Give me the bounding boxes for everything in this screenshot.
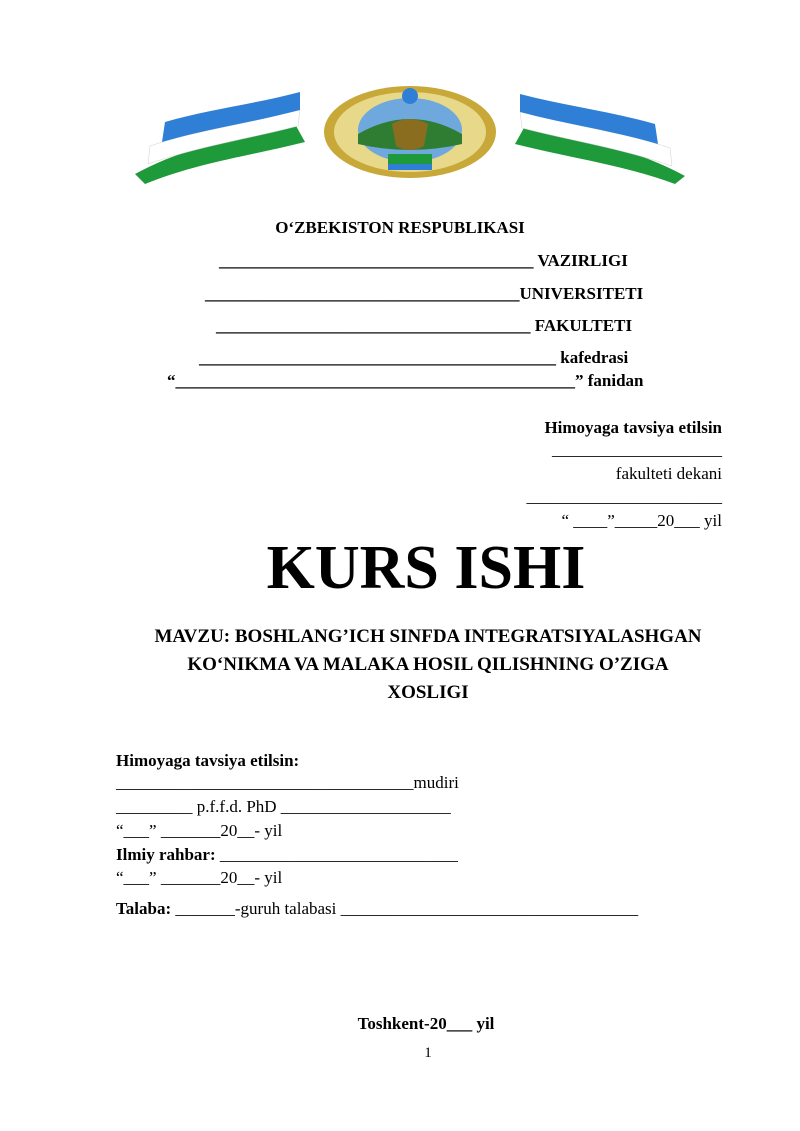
topic-line-3: XOSLIGI bbox=[387, 682, 469, 703]
supervisor-row bbox=[116, 845, 458, 865]
student-line: _______-guruh talabasi ___________________________________ bbox=[171, 899, 639, 918]
flag-left-icon bbox=[135, 92, 305, 184]
country-name: O‘ZBEKISTON RESPUBLIKASI bbox=[275, 218, 525, 237]
approval-top-title: Himoyaga tavsiya etilsin bbox=[544, 418, 722, 437]
department-head-line: ___________________________________mudiri bbox=[116, 773, 459, 792]
department-line: __________________________________________ kafedrasi bbox=[199, 348, 629, 367]
supervisor-line: ____________________________ bbox=[215, 845, 458, 864]
main-title: KURS ISHI bbox=[266, 534, 586, 602]
approval-date-2: “___” _______20__- yil bbox=[116, 868, 283, 887]
faculty-line: _____________________________________ FAKULTETI bbox=[216, 316, 633, 335]
approval-bottom-title: Himoyaga tavsiya etilsin: bbox=[116, 751, 300, 770]
coat-of-arms-icon bbox=[324, 86, 496, 178]
approval-date-1: “___” _______20__- yil bbox=[116, 821, 283, 840]
city-year: Toshkent-20___ yil bbox=[357, 1014, 495, 1033]
approval-top-date: “ ____”_____20___ yil bbox=[561, 511, 722, 530]
topic-line-1: MAVZU: BOSHLANG’ICH SINFDA INTEGRATSIYALASHGAN bbox=[154, 626, 702, 647]
approval-top-signature-line: ____________________ bbox=[552, 440, 722, 459]
student-label: Talaba: bbox=[116, 899, 172, 918]
approval-top-name-line: _______________________ bbox=[526, 487, 722, 506]
dean-label: fakulteti dekani bbox=[615, 464, 722, 483]
ministry-line: _____________________________________ VAZIRLIGI bbox=[219, 251, 628, 270]
university-line: _____________________________________UNIVERSITETI bbox=[205, 284, 644, 303]
topic-line-2: KO‘NIKMA VA MALAKA HOSIL QILISHNING O’ZIGA bbox=[187, 654, 669, 675]
degree-line: _________ p.f.f.d. PhD ____________________ bbox=[116, 797, 451, 816]
page-number: 1 bbox=[424, 1045, 432, 1061]
supervisor-label: Ilmiy rahbar: bbox=[116, 845, 216, 864]
flag-right-icon bbox=[515, 94, 685, 184]
student-row bbox=[116, 899, 638, 919]
state-emblem-banner bbox=[130, 84, 690, 184]
subject-line: “_______________________________________________” fanidan bbox=[167, 371, 644, 390]
